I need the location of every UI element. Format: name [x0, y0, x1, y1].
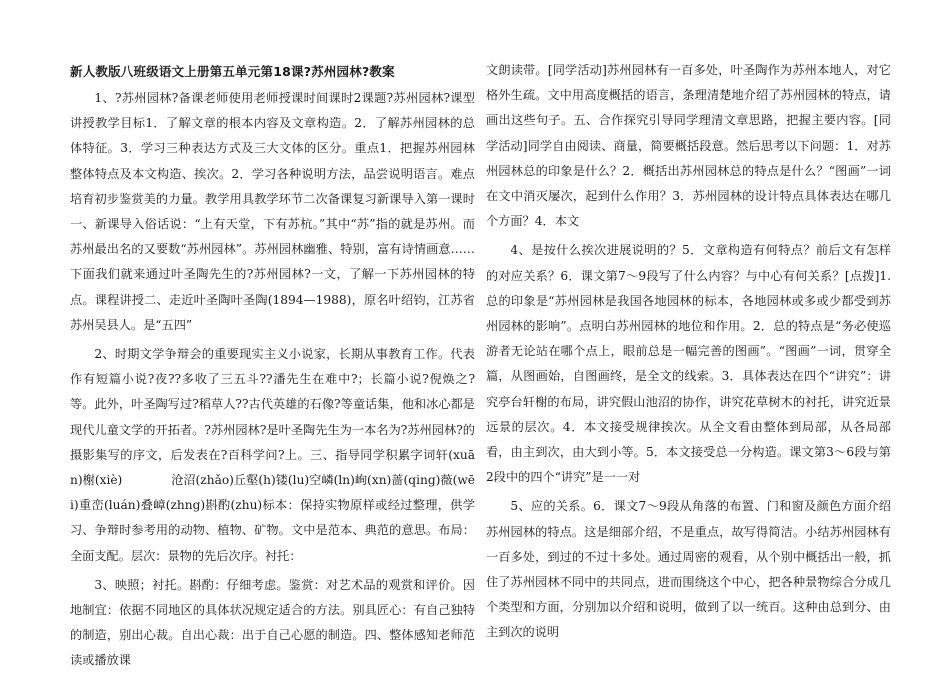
- paragraph-2: 2、时期文学争辩会的重要现实主义小说家，长期从事教育工作。代表作有短篇小说?夜??多收了三五斗??潘先生在难中?；长篇小说?倪焕之?等。此外，叶圣陶写过?稻草人??古代英雄的石像?等童话集，他和冰心都是现代儿童文学的开拓者。?苏州园林?是叶圣陶先生为一本名为?苏州园林?的摄影集写的序文，后发表在?百科学问?上。三、指导同学积累字词轩(xuān)榭(xiè) 沧沼(zhǎo)丘壑(h)镂(lu)空嶙(ln)峋(xn)蔷(qing)薇(wēi)重峦(luán)叠嶂(zhng)斟酌(zhu)标本：保持实物原样或经过整理，供学习、争辩时参考用的动物、植物、矿物。文中是范本、典范的意思。布局：全面支配。层次：景物的先后次序。衬托：: [70, 347, 475, 563]
- left-column: [70, 62, 475, 678]
- paragraph-5: 5、应的关系。6．课文7～9段从角落的布置、门和窗及颜色方面介绍苏州园林的特点。这是细部介绍，不是重点，故写得简洁。小结苏州园林有一百多处，到过的不过十多处。通过周密的观看，从个别中概括出一般，抓住了苏州园林不同中的共同点，进而围绕这个中心，把各种景物综合分成几个类型和方面，分别加以介绍和说明，做到了以一统百。这种由总到分、由主到次的说明: [486, 499, 891, 640]
- paragraph-3-continued: 文朗读带。[同学活动]苏州园林有一百多处，叶圣陶作为苏州本地人，对它格外生疏。文中用高度概括的语言，条理清楚地介绍了苏州园林的特点，请画出这些句子。五、合作探究引导同学理清文章思路，把握主要内容。[同学活动]同学自由阅读、商量，简要概括段意。然后思考以下问题：1．对苏州园林总的印象是什么？2．概括出苏州园林总的特点是什么？“图画”一词在文中消灭屡次，起到什么作用？3．苏州园林的设计特点具体表达在哪几个方面？4．本文: [486, 63, 891, 229]
- paragraph-3: 3、映照；衬托。斟酌：仔细考虑。鉴赏：对艺术品的观赏和评价。因地制宜：依据不同地区的具体状况规定适合的方法。别具匠心：有自己独特的制造，别出心裁。自出心裁：出于自己心愿的制造。四、整体感知老师范读或播放课: [70, 577, 475, 668]
- paragraph-4: 4、是按什么挨次进展说明的？5．文章构造有何特点？前后文有怎样的对应关系？6．课文第7～9段写了什么内容？与中心有何关系？[点拨]1.总的印象是“苏州园林是我国各地园林的标本，各地园林或多或少都受到苏州园林的影响”。点明白苏州园林的地位和作用。2．总的特点是“务必使巡游者无论站在哪个点上，眼前总是一幅完善的图画”。“图画”一词，贯穿全篇，从图画始，自图画终，是全文的线索。3．具体表达在四个“讲究”：讲究亭台轩榭的布局，讲究假山池沼的协作，讲究花草树木的衬托，讲究近景远景的层次。4．本文接受规律挨次。从全文看由整体到局部，从各局部看，由主到次，由大到小等。5．本文接受总一分构造。课文第3～6段与第2段中的四个“讲究”是一一对: [486, 243, 891, 485]
- paragraph-1: 1、?苏州园林?备课老师使用老师授课时间课时2课题?苏州园林?课型讲授教学目标1．了解文章的根本内容及文章构造。2．了解苏州园林的总体特征。3．学习三种表达方式及三大文体的区分。重点1．把握苏州园林整体特点及本文构造、挨次。2．学习各种说明方法，品尝说明语言。难点培育初步鉴赏美的力量。教学用具教学环节二次备课复习新课导入第一课时一、新课导入俗话说：“上有天堂，下有苏杭。”其中“苏”指的就是苏州。而苏州最出名的又要数“苏州园林”。苏州园林幽雅、特别，富有诗情画意……下面我们就来通过叶圣陶先生的?苏州园林?一文，了解一下苏州园林的特点。课程讲授二、走近叶圣陶叶圣陶(1894—1988)，原名叶绍钧，江苏省苏州吴县人。是“五四”: [70, 91, 475, 332]
- right-column: [486, 58, 891, 650]
- document-title: 新人教版八班级语文上册第五单元第18课?苏州园林?教案: [70, 64, 395, 79]
